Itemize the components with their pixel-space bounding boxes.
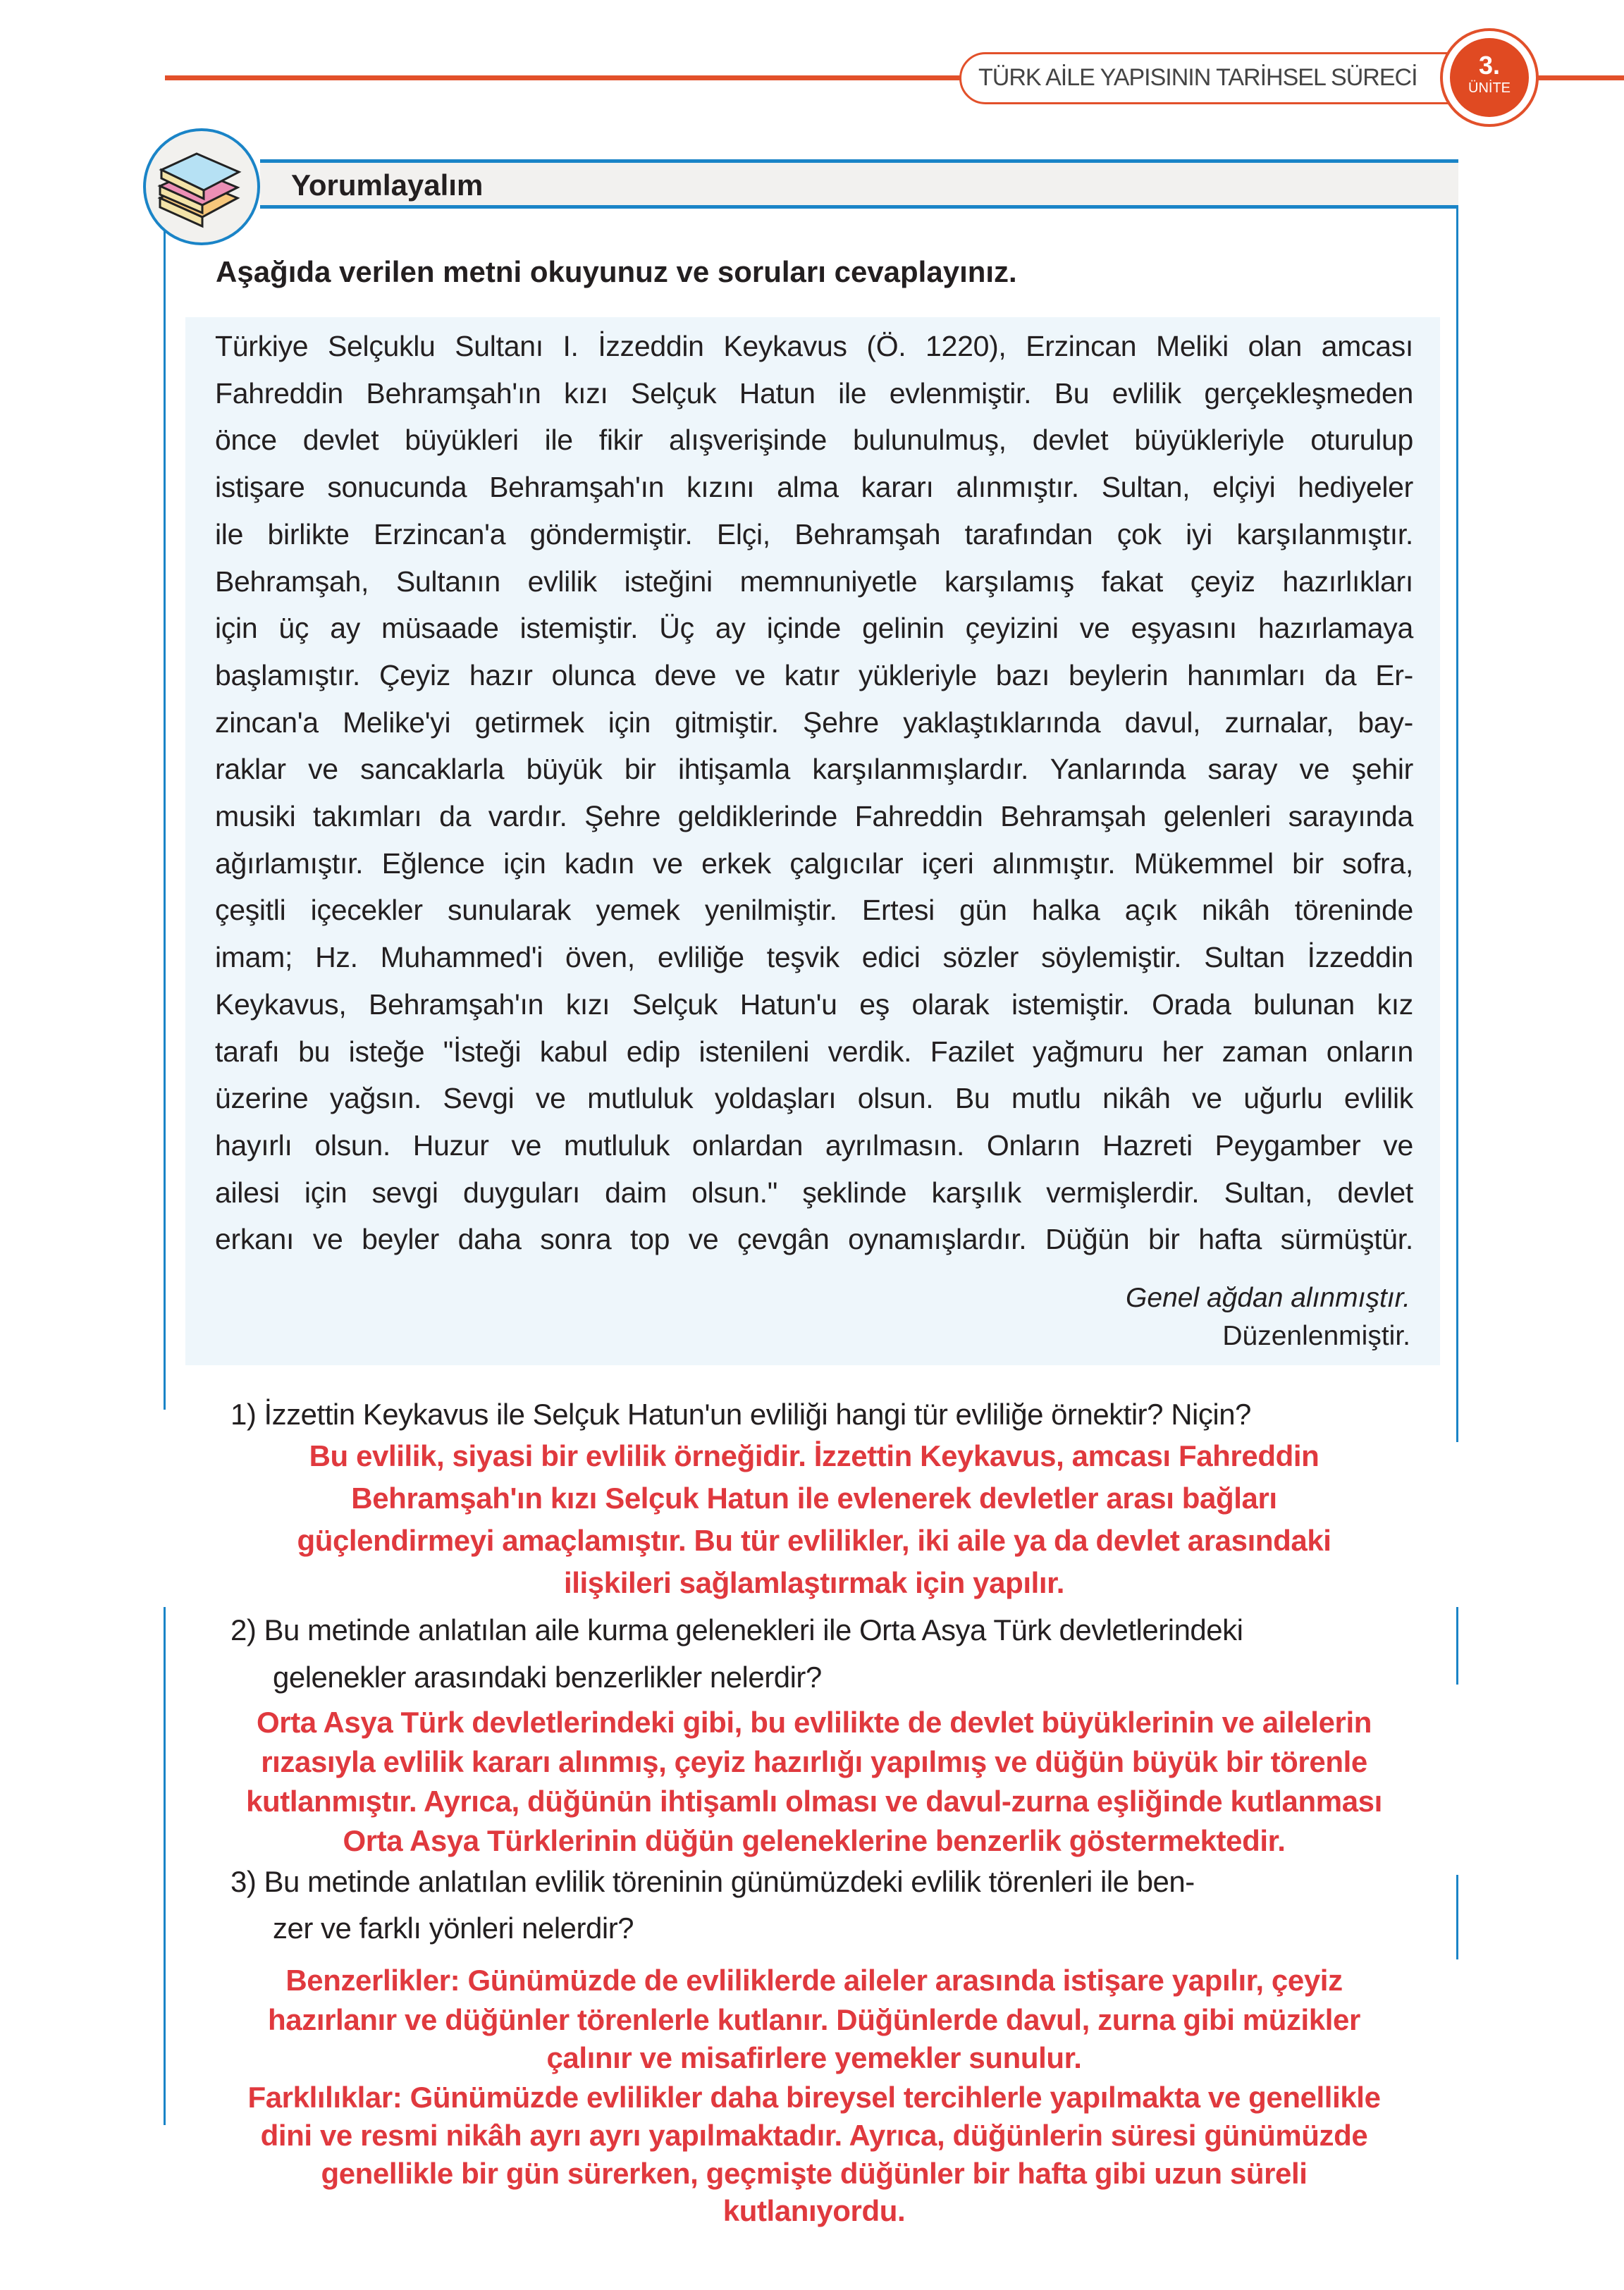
books-icon [143,128,260,245]
unit-label: ÜNİTE [1468,80,1511,96]
chapter-title: TÜRK AİLE YAPISININ TARİHSEL SÜRECİ [978,64,1417,91]
passage-line: önce devlet büyükleri ile fikir alışverişinde bulunulmuş, devlet büyükleriyle oturulup [215,424,1413,457]
passage-line: için üç ay müsaade istemiştir. Üç ay içinde gelinin çeyizini ve eşyasını hazırlamaya [215,612,1413,645]
passage-line: ile birlikte Erzincan'a göndermiştir. Elçi, Behramşah tarafından çok iyi karşılanmıştır. [215,517,1413,550]
passage-line: erkanı ve beyler daha sonra top ve çevgân oynamışlardır. Düğün bir hafta sürmüştür. [215,1223,1413,1256]
question-2-text: gelenekler arasındaki benzerlikler nelerdir? [273,1661,822,1694]
answer-2-line: rızasıyla evlilik kararı alınmış, çeyiz hazırlığı yapılmış ve düğün büyük bir törenle [261,1745,1367,1778]
frame-right-q2 [1456,1607,1458,1685]
unit-badge [1440,28,1539,127]
answer-3-line: Benzerlikler: Günümüzde de evliliklerde aileler arasında istişare yapılır, çeyiz [285,1964,1343,1997]
answer-3-line: hazırlanır ve düğünler törenlerle kutlanır. Düğünlerde davul, zurna gibi müzikler [268,2003,1360,2036]
passage-line: Keykavus, Behramşah'ın kızı Selçuk Hatun'u eş olarak istemiştir. Orada bulunan kız [215,987,1413,1021]
answer-1-line: Behramşah'ın kızı Selçuk Hatun ile evlenerek devletler arası bağları [351,1482,1277,1515]
answer-2-line: Orta Asya Türk devletlerindeki gibi, bu evlilikte de devlet büyüklerinin ve ailelerin [257,1706,1372,1739]
passage-line: Behramşah, Sultanın evlilik isteğini memnuniyetle karşılamış fakat çeyiz hazırlıkları [215,565,1413,598]
passage-line: imam; Hz. Muhammed'i öven, evliliğe teşvik edici sözler söylemiştir. Sultan İzzeddin [215,941,1413,974]
passage-line: ailesi için sevgi duyguları daim olsun." şeklinde karşılık vermişlerdir. Sultan, devlet [215,1176,1413,1209]
frame-left-lower [164,1607,166,2125]
section-title: Yorumlayalım [291,168,484,202]
chapter-title-pill [959,52,1495,104]
passage-line: Türkiye Selçuklu Sultanı I. İzzeddin Keykavus (Ö. 1220), Erzincan Meliki olan amcası [215,330,1413,362]
question-3-text: 3) Bu metinde anlatılan evlilik töreninin günümüzdeki evlilik törenleri ile ben- [230,1865,1195,1898]
reading-passage [185,317,1440,1365]
passage-line: tarafı bu isteğe "İsteği kabul edip istenileni verdik. Fazilet yağmuru her zaman onların [215,1035,1413,1068]
passage-line: Fahreddin Behramşah'ın kızı Selçuk Hatun ile evlenmiştir. Bu evlilik gerçekleşmeden [215,376,1413,410]
answer-2-line: Orta Asya Türklerinin düğün geleneklerine benzerlik göstermektedir. [343,1824,1286,1857]
header-rule-left [165,75,968,80]
answer-3-line: genellikle bir gün sürerken, geçmişte düğünler bir hafta gibi uzun süreli [321,2157,1308,2190]
unit-number: 3. [1478,51,1501,80]
frame-right-q3 [1456,1875,1458,1959]
section-header [260,159,1458,209]
answer-1-line: güçlendirmeyi amaçlamıştır. Bu tür evlilikler, iki aile ya da devlet arasındaki [297,1524,1331,1557]
edited-note: Düzenlenmiştir. [1222,1321,1410,1351]
answer-3-line: dini ve resmi nikâh ayrı ayrı yapılmaktadır. Ayrıca, düğünlerin süresi günümüzde [260,2119,1368,2152]
answer-3-line: çalınır ve misafirlere yemekler sunulur. [546,2041,1082,2074]
passage-line: hayırlı olsun. Huzur ve mutluluk onlardan ayrılmasın. Onların Hazreti Peygamber ve [215,1128,1413,1162]
answer-3-line: Farklılıklar: Günümüzde evlilikler daha bireysel tercihlerle yapılmakta ve genellikle [247,2081,1381,2114]
passage-line: üzerine yağsın. Sevgi ve mutluluk yoldaşları olsun. Bu mutlu nikâh ve uğurlu evlilik [215,1082,1413,1115]
passage-line: raklar ve sancaklarla büyük bir ihtişamla karşılanmışlardır. Yanlarında saray ve şehir [215,753,1413,786]
passage-line: ağırlamıştır. Eğlence için kadın ve erkek çalgıcılar içeri alınmıştır. Mükemmel bir sofra, [215,847,1413,880]
answer-3-line: kutlanıyordu. [722,2194,906,2227]
source-note: Genel ağdan alınmıştır. [1126,1283,1410,1313]
frame-right [1456,159,1458,1442]
passage-line: musiki takımları da vardır. Şehre geldiklerinde Fahreddin Behramşah gelenleri sarayında [215,800,1413,832]
passage-line: başlamıştır. Çeyiz hazır olunca deve ve katır yükleriyle bazı beylerin hanımları da Er- [215,658,1413,691]
question-1-text: 1) İzzettin Keykavus ile Selçuk Hatun'un evliliği hangi tür evliliğe örnektir? Niçin? [230,1398,1251,1431]
answer-2-line: kutlanmıştır. Ayrıca, düğünün ihtişamlı olması ve davul-zurna eşliğinde kutlanması [246,1785,1382,1818]
answer-1-line: Bu evlilik, siyasi bir evlilik örneğidir. İzzettin Keykavus, amcası Fahreddin [309,1439,1320,1472]
passage-line: istişare sonucunda Behramşah'ın kızını alma kararı alınmıştır. Sultan, elçiyi hediyeler [215,471,1413,504]
instruction: Aşağıda verilen metni okuyunuz ve soruları cevaplayınız. [216,255,1017,288]
question-2-text: 2) Bu metinde anlatılan aile kurma gelenekleri ile Orta Asya Türk devletlerindeki [230,1613,1243,1646]
passage-line: çeşitli içecekler sunularak yemek yenilmiştir. Ertesi gün halka açık nikâh töreninde [215,894,1413,927]
frame-left [164,211,166,1410]
question-3-text: zer ve farklı yönleri nelerdir? [273,1912,634,1945]
passage-line: zincan'a Melike'yi getirmek için gitmiştir. Şehre yaklaştıklarında davul, zurnalar, bay- [215,706,1413,739]
answer-1-line: ilişkileri sağlamlaştırmak için yapılır. [563,1566,1065,1599]
header-rule-right [1530,75,1624,80]
